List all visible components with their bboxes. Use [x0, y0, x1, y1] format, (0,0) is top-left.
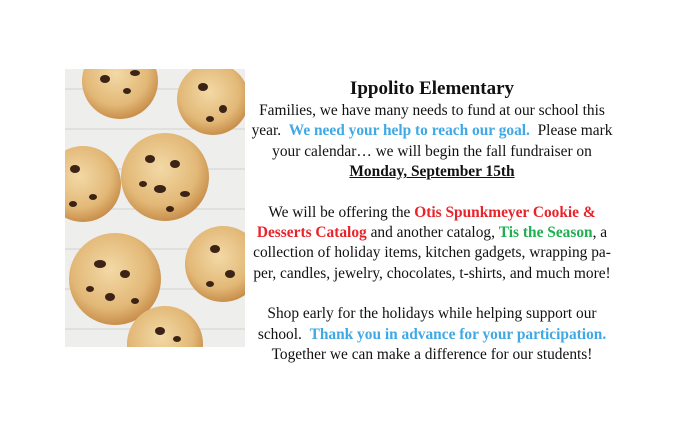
catalog-line-2-middle: and another catalog, — [370, 224, 495, 242]
help-goal-highlight: We need your help to reach our goal. — [288, 122, 530, 140]
fundraiser-date: Monday, September 15th — [349, 163, 515, 181]
catalog-line-1-start: We will be offering the — [268, 203, 411, 221]
cookies-photo — [65, 69, 245, 347]
paragraph-catalogs — [244, 203, 620, 285]
intro-line-3: your calendar… we will begin the fall fundraiser on — [272, 142, 592, 160]
catalog-line-3: collection of holiday items, kitchen gadgets, wrapping pa- — [253, 244, 611, 262]
flyer-text — [244, 78, 620, 365]
intro-line-2-start: year. — [251, 122, 282, 140]
school-title: Ippolito Elementary — [349, 78, 515, 99]
thank-you-highlight: Thank you in advance for your participation. — [309, 325, 607, 343]
catalog-line-2-end: , a — [592, 224, 608, 242]
otis-catalog-name: Otis Spunkmeyer Cookie & — [414, 203, 596, 221]
closing-line-2-start: school. — [257, 325, 302, 343]
closing-line-1: Shop early for the holidays while helping support our — [267, 305, 597, 323]
intro-line-1: Families, we have many needs to fund at our school this — [259, 102, 605, 119]
intro-line-2-end: Please mark — [537, 122, 613, 140]
catalog-line-4: per, candles, jewelry, chocolates, t-shirts, and much more! — [253, 264, 611, 282]
tis-the-season-name: Tis the Season — [498, 224, 593, 242]
closing-line-3: Together we can make a difference for our students! — [271, 346, 593, 364]
paragraph-intro — [244, 101, 620, 183]
paragraph-closing — [244, 304, 620, 365]
otis-catalog-name-cont: Desserts Catalog — [256, 224, 367, 242]
